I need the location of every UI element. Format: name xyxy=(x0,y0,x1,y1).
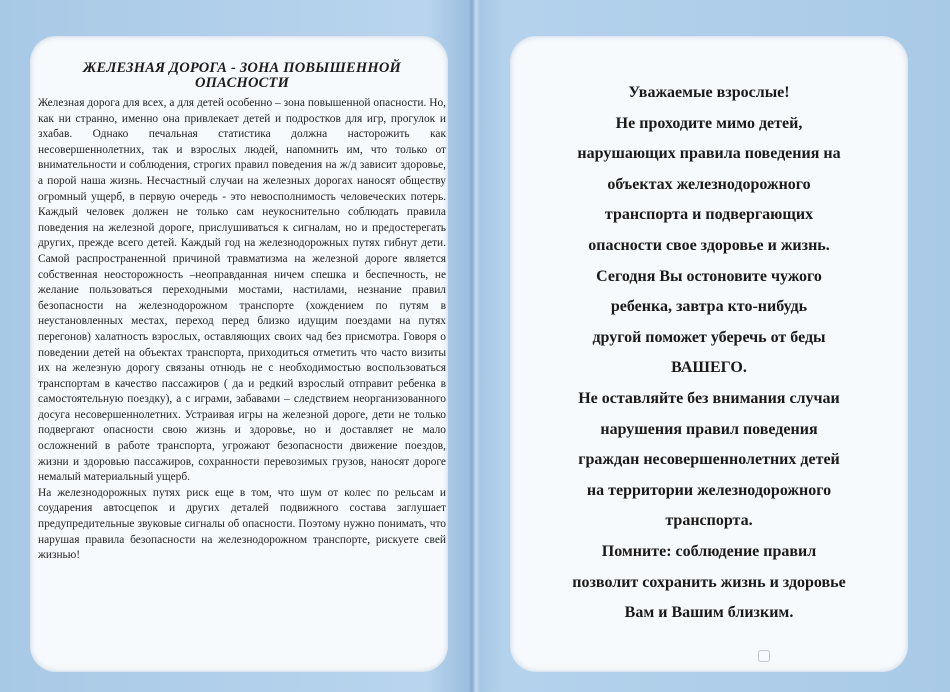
appeal-line: объектах железнодорожного xyxy=(607,175,811,193)
body-paragraph-1: Железная дорога для всех, а для детей особенно – зона повышенной опасности. Но, как ни странно, именно она привлекает детей и подростков для игр, прогулок и зхабав. Однако печальная статистика должна насторожить как несовершеннолетних, так и взрослых людей, напомнить им, что только от внимательности и соблюдения, строгих правил поведения на ж/д зависит здоровье, а порой наша жизнь. Несчастный случаи на железных дорогах наносят обществу огромный ущерб, в первую очередь - это невосполнимость человеческих потерь. Каждый человек должен не только сам неукоснительно соблюдать правила поведения на железной дороге, прислушиваться к сигналам, но и предостерегать других, прежде всего детей. Каждый год на железнодорожных путях гибнут дети. Самой распространенной причиной травматизма на железной дороге является собственная неосторожность –неоправданная ничем спешка и беспечность, не желание пользоваться переходными мостами, настилами, незнание правил безопасности на железнодорожном транспорте (хождением по путям в неустановленных местах, переход перед близко идущим поездами на путях перегонов) халатность взрослых, оставляющих своих чад без присмотра. Говоря о поведении детей на объектах транспорта, приходиться отметить что часто визиты их на железную дорогу связаны отнюдь не с необходимостью воспользоваться транспортам в качество пассажиров ( да и редкий взрослый отправит ребенка в самостоятельную поездку), а с играми, забавами – следствием неорганизованного досуга несовершеннолетних. Устраивая игры на железной дороге, дети не только подвергают опасности свою жизнь и здоровье, но и доставляет не мало осложнений в работе транспорта, угрожают безопасности движение поездов, жизни и здоровью пассажиров, сохранности перевозимых грузов, наносят дороге немалый материальный ущерб. xyxy=(38,97,446,484)
appeal-line: Сегодня Вы остоновите чужого xyxy=(596,267,822,285)
body-paragraph-2: На железнодорожных путях риск еще в том, что шум от колес по рельсам и соударения автосцепок и других деталей подвижного состава заглушает предупредительные звуковые сигналы об опасности. Поэтому нужно понимать, что нарушая правила безопасности на железнодорожном транспорте, рискуете свей жизнью! xyxy=(38,486,446,562)
appeal-line: Не оставляйте без внимания случаи xyxy=(578,389,840,407)
appeal-line: Уважаемые взрослые! xyxy=(628,84,790,101)
appeal-line: опасности свое здоровье и жизнь. xyxy=(588,236,830,254)
appeal-line: другой поможет уберечь от беды xyxy=(592,328,826,346)
appeal-line: ребенка, завтра кто-нибудь xyxy=(610,298,808,316)
appeal-line: транспорта. xyxy=(665,512,753,530)
appeal-line: нарушения правил поведения xyxy=(600,420,818,438)
appeal-line: нарушающих правила поведения на xyxy=(577,145,841,163)
appeal-line: ВАШЕГО. xyxy=(671,359,747,377)
center-fold xyxy=(468,0,480,692)
left-page-body xyxy=(38,96,446,564)
appeal-line: Вам и Вашим близким. xyxy=(624,604,794,622)
appeal-line: граждан несовершеннолетних детей xyxy=(578,451,840,469)
right-page-appeal xyxy=(520,78,898,629)
appeal-line: позволит сохранить жизнь и здоровье xyxy=(572,573,846,591)
left-page-title: ЖЕЛЕЗНАЯ ДОРОГА - ЗОНА ПОВЫШЕННОЙ ОПАСНОСТИ xyxy=(82,60,402,91)
appeal-line: Не проходите мимо детей, xyxy=(615,114,803,132)
appeal-line: Помните: соблюдение правил xyxy=(601,542,817,560)
page-mark xyxy=(758,650,770,662)
appeal-line: на территории железнодорожного xyxy=(586,481,832,499)
appeal-line: транспорта и подвергающих xyxy=(604,206,814,224)
